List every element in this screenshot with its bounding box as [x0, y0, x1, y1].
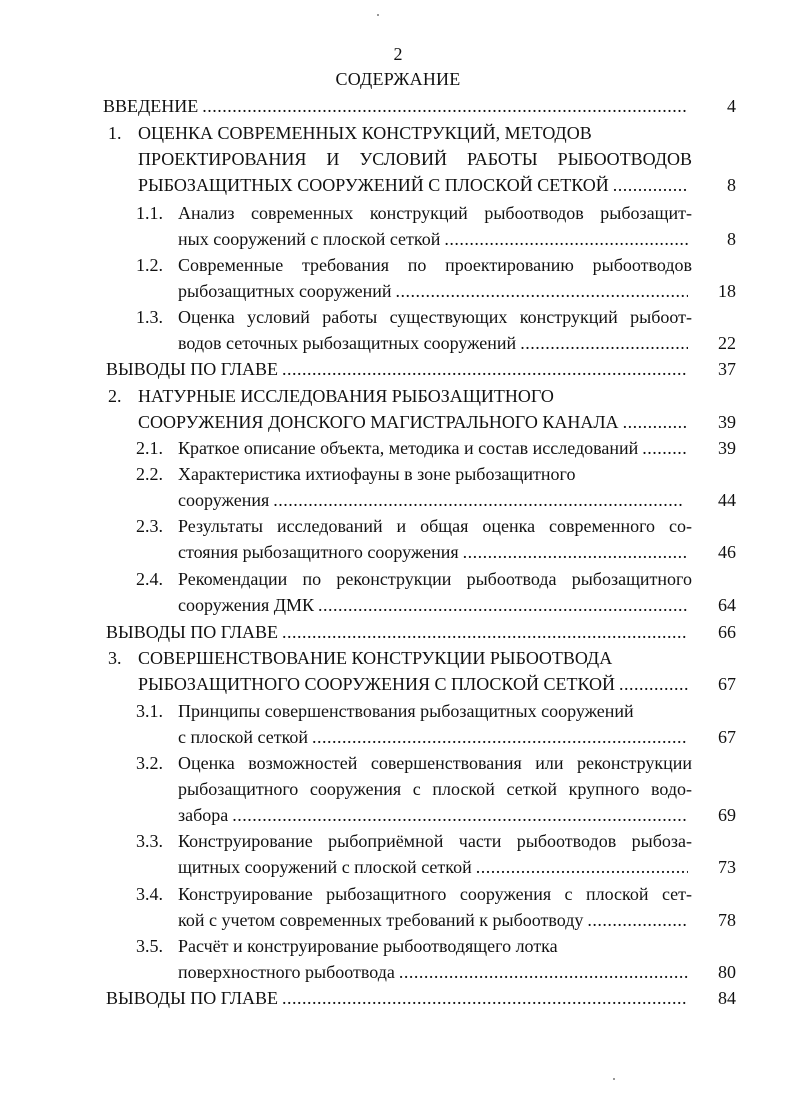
toc-entry-page: 18 — [718, 281, 736, 301]
toc-section-number: 3.3. — [136, 831, 163, 851]
toc-section-title-line — [178, 333, 688, 353]
table-of-contents — [0, 92, 796, 1022]
toc-section-title-line — [178, 727, 688, 747]
toc-entry-page: 67 — [718, 727, 736, 747]
toc-section-number: 1.2. — [136, 255, 163, 275]
toc-chapter-title-line: НАТУРНЫЕ ИССЛЕДОВАНИЯ РЫБОЗАЩИТНОГО — [138, 386, 554, 406]
toc-section-title-line — [178, 438, 688, 458]
toc-entry-conclusions — [106, 359, 688, 379]
leader-dots — [520, 333, 688, 353]
toc-section-title-line — [178, 595, 688, 615]
toc-section-number: 3.2. — [136, 753, 163, 773]
toc-entry-page: 8 — [727, 229, 736, 249]
leader-dots — [202, 96, 688, 116]
leader-dots — [282, 359, 688, 379]
toc-entry-page: 22 — [718, 333, 736, 353]
toc-section-title-line — [178, 857, 688, 877]
toc-chapter-number: 3. — [108, 648, 122, 668]
toc-entry-introduction — [103, 96, 688, 116]
leader-dots — [282, 988, 688, 1008]
toc-section-title-line: Конструирование рыбозащитного сооружения с плоской сет- — [178, 884, 692, 904]
leader-dots — [623, 412, 688, 432]
toc-section-number: 3.4. — [136, 884, 163, 904]
toc-entry-text: ВЫВОДЫ ПО ГЛАВЕ — [106, 622, 279, 642]
toc-section-number: 2.4. — [136, 569, 163, 589]
toc-section-number: 1.1. — [136, 203, 163, 223]
toc-entry-text: рыбозащитных сооружений — [178, 281, 392, 301]
toc-entry-page: 73 — [718, 857, 736, 877]
leader-dots — [463, 542, 688, 562]
toc-entry-page: 80 — [718, 962, 736, 982]
leader-dots — [312, 727, 688, 747]
toc-entry-text: с плоской сеткой — [178, 727, 309, 747]
toc-entry-page: 69 — [718, 805, 736, 825]
toc-section-number: 2.3. — [136, 516, 163, 536]
toc-section-title-line: Анализ современных конструкций рыбоотводов рыбозащит- — [178, 203, 692, 223]
toc-entry-page: 8 — [727, 175, 736, 195]
toc-entry-text: ВЫВОДЫ ПО ГЛАВЕ — [106, 988, 279, 1008]
toc-title: СОДЕРЖАНИЕ — [335, 69, 461, 89]
toc-entry-page: 4 — [727, 96, 736, 116]
scan-speck — [377, 14, 379, 16]
leader-dots — [642, 438, 688, 458]
toc-section-title-line: Характеристика ихтиофауны в зоне рыбозащитного — [178, 464, 576, 484]
toc-section-title-line — [178, 490, 683, 510]
toc-entry-page: 64 — [718, 595, 736, 615]
toc-entry-text: щитных сооружений с плоской сеткой — [178, 857, 472, 877]
toc-entry-page: 44 — [718, 490, 736, 510]
toc-entry-text: ВЫВОДЫ ПО ГЛАВЕ — [106, 359, 279, 379]
leader-dots — [613, 175, 688, 195]
toc-chapter-title-line — [138, 674, 688, 694]
toc-section-title-line — [178, 542, 688, 562]
toc-entry-page: 39 — [718, 412, 736, 432]
toc-chapter-title-line: ОЦЕНКА СОВРЕМЕННЫХ КОНСТРУКЦИЙ, МЕТОДОВ — [138, 123, 592, 143]
leader-dots — [399, 962, 688, 982]
leader-dots — [273, 490, 683, 510]
leader-dots — [396, 281, 688, 301]
toc-section-title-line: Расчёт и конструирование рыбоотводящего лотка — [178, 936, 558, 956]
toc-entry-text: стояния рыбозащитного сооружения — [178, 542, 459, 562]
leader-dots — [318, 595, 688, 615]
toc-entry-page: 39 — [718, 438, 736, 458]
toc-section-title-line: рыбозащитного сооружения с плоской сеткой крупного водо- — [178, 779, 692, 799]
toc-section-title-line — [178, 805, 688, 825]
toc-entry-text: РЫБОЗАЩИТНОГО СООРУЖЕНИЯ С ПЛОСКОЙ СЕТКОЙ — [138, 674, 616, 694]
page-number: 2 — [393, 44, 403, 64]
leader-dots — [619, 674, 688, 694]
toc-section-title-line — [178, 962, 688, 982]
toc-section-number: 1.3. — [136, 307, 163, 327]
toc-section-title-line — [178, 910, 688, 930]
toc-chapter-title-line — [138, 175, 688, 195]
toc-section-title-line: Рекомендации по реконструкции рыбоотвода рыбозащитного — [178, 569, 692, 589]
leader-dots — [232, 805, 688, 825]
toc-entry-text: кой с учетом современных требований к рыбоотводу — [178, 910, 584, 930]
toc-entry-text: СООРУЖЕНИЯ ДОНСКОГО МАГИСТРАЛЬНОГО КАНАЛА — [138, 412, 619, 432]
toc-section-title-line: Современные требования по проектированию рыбоотводов — [178, 255, 692, 275]
toc-entry-text: Краткое описание объекта, методика и состав исследований — [178, 438, 639, 458]
toc-entry-page: 66 — [718, 622, 736, 642]
toc-entry-text: РЫБОЗАЩИТНЫХ СООРУЖЕНИЙ С ПЛОСКОЙ СЕТКОЙ — [138, 175, 609, 195]
toc-entry-page: 84 — [718, 988, 736, 1008]
toc-entry-conclusions — [106, 988, 688, 1008]
toc-section-title-line: Оценка возможностей совершенствования или реконструкции — [178, 753, 692, 773]
toc-section-title-line: Результаты исследований и общая оценка современного со- — [178, 516, 692, 536]
toc-entry-text: водов сеточных рыбозащитных сооружений — [178, 333, 517, 353]
toc-section-title-line: Оценка условий работы существующих конструкций рыбоот- — [178, 307, 692, 327]
toc-entry-text: сооружения — [178, 490, 270, 510]
toc-chapter-title-line: ПРОЕКТИРОВАНИЯ И УСЛОВИЙ РАБОТЫ РЫБООТВОДОВ — [138, 149, 692, 169]
toc-section-number: 3.1. — [136, 701, 163, 721]
toc-chapter-title-line — [138, 412, 688, 432]
toc-section-number: 2.2. — [136, 464, 163, 484]
toc-entry-page: 37 — [718, 359, 736, 379]
toc-entry-text: поверхностного рыбоотвода — [178, 962, 395, 982]
toc-entry-page: 78 — [718, 910, 736, 930]
toc-section-number: 2.1. — [136, 438, 163, 458]
toc-section-number: 3.5. — [136, 936, 163, 956]
toc-entry-text: ВВЕДЕНИЕ — [103, 96, 199, 116]
scan-speck — [613, 1078, 615, 1080]
leader-dots — [476, 857, 688, 877]
toc-section-title-line: Конструирование рыбоприёмной части рыбоотводов рыбоза- — [178, 831, 692, 851]
toc-section-title-line: Принципы совершенствования рыбозащитных сооружений — [178, 701, 634, 721]
toc-entry-page: 46 — [718, 542, 736, 562]
toc-entry-text: сооружения ДМК — [178, 595, 315, 615]
toc-entry-conclusions — [106, 622, 688, 642]
leader-dots — [587, 910, 688, 930]
leader-dots — [444, 229, 688, 249]
toc-chapter-number: 1. — [108, 123, 122, 143]
toc-entry-page: 67 — [718, 674, 736, 694]
toc-entry-text: ных сооружений с плоской сеткой — [178, 229, 441, 249]
toc-chapter-title-line: СОВЕРШЕНСТВОВАНИЕ КОНСТРУКЦИИ РЫБООТВОДА — [138, 648, 613, 668]
leader-dots — [282, 622, 688, 642]
toc-section-title-line — [178, 281, 688, 301]
toc-section-title-line — [178, 229, 688, 249]
toc-entry-text: забора — [178, 805, 229, 825]
toc-chapter-number: 2. — [108, 386, 122, 406]
